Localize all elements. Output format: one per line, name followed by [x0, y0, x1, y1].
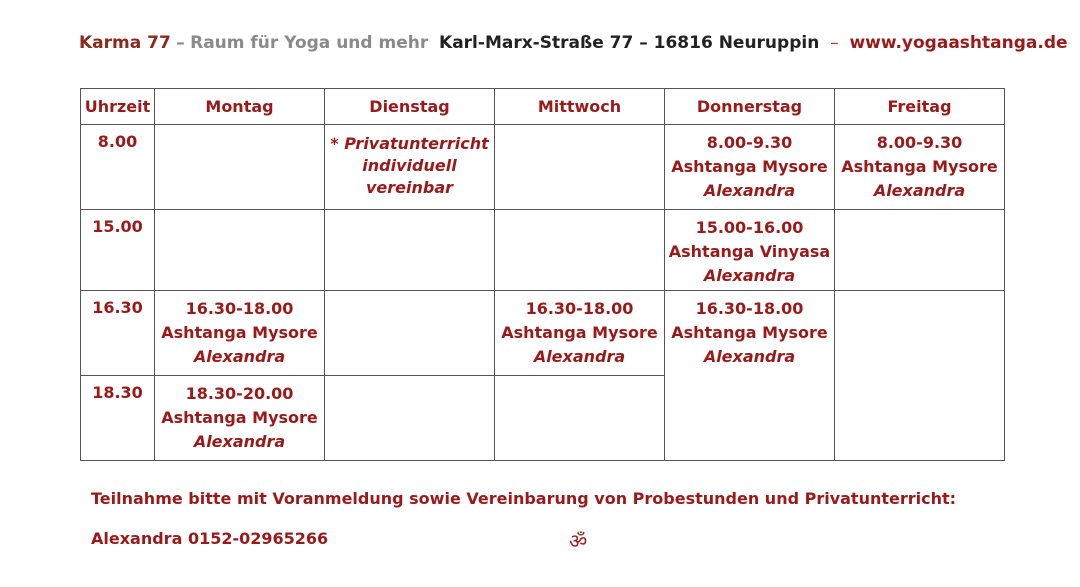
empty-cell: [325, 376, 495, 461]
class-time: 18.30-20.00: [185, 384, 294, 403]
empty-cell: [835, 210, 1005, 291]
time-cell: 15.00: [81, 210, 155, 291]
schedule-table: [80, 88, 1005, 461]
empty-cell: [495, 210, 665, 291]
registration-note: Teilnahme bitte mit Voranmeldung sowie Vereinbarung von Probestunden und Privatunterricht:: [91, 489, 957, 508]
class-teacher: Alexandra: [533, 347, 626, 366]
table-header-row: [81, 89, 1005, 125]
empty-cell: [495, 125, 665, 210]
col-header-thursday: Donnerstag: [665, 89, 835, 125]
website-link[interactable]: www.yogaashtanga.de: [849, 33, 1068, 53]
col-header-friday: Freitag: [835, 89, 1005, 125]
asterisk: *: [330, 134, 339, 153]
class-teacher: Alexandra: [193, 347, 286, 366]
class-cell: [665, 125, 835, 210]
empty-cell: [325, 210, 495, 291]
class-time: 16.30-18.00: [185, 299, 294, 318]
time-cell: 16.30: [81, 291, 155, 376]
class-cell: [835, 125, 1005, 210]
empty-cell: [155, 125, 325, 210]
contact-phone: Alexandra 0152-02965266: [91, 529, 329, 548]
private-line: individuell: [362, 156, 457, 175]
table-row: [81, 210, 1005, 291]
class-name: Ashtanga Mysore: [161, 408, 318, 427]
time-cell: 18.30: [81, 376, 155, 461]
class-cell: [155, 376, 325, 461]
class-cell: [665, 291, 835, 461]
class-teacher: Alexandra: [703, 181, 796, 200]
class-time: 8.00-9.30: [876, 133, 963, 152]
class-name: Ashtanga Mysore: [161, 323, 318, 342]
brand-name: Karma 77: [79, 33, 171, 53]
empty-cell: [325, 291, 495, 376]
class-teacher: Alexandra: [703, 266, 796, 285]
class-name: Ashtanga Mysore: [501, 323, 658, 342]
om-icon: ॐ: [569, 529, 588, 553]
table-row: [81, 291, 1005, 376]
time-cell: 8.00: [81, 125, 155, 210]
class-cell: [665, 210, 835, 291]
tagline: Raum für Yoga und mehr: [190, 33, 429, 53]
header-separator-2: –: [830, 33, 839, 53]
private-title: Privatunterricht: [344, 134, 489, 153]
class-name: Ashtanga Mysore: [671, 157, 828, 176]
class-time: 8.00-9.30: [706, 133, 793, 152]
class-time: 15.00-16.00: [695, 218, 804, 237]
address: Karl-Marx-Straße 77 – 16816 Neuruppin: [439, 33, 820, 53]
header-separator: –: [176, 33, 185, 53]
class-teacher: Alexandra: [703, 347, 796, 366]
page-header: [79, 31, 1068, 55]
class-name: Ashtanga Mysore: [841, 157, 998, 176]
empty-cell: [835, 291, 1005, 461]
empty-cell: [155, 210, 325, 291]
class-name: Ashtanga Mysore: [671, 323, 828, 342]
class-cell: [495, 291, 665, 376]
class-time: 16.30-18.00: [695, 299, 804, 318]
class-time: 16.30-18.00: [525, 299, 634, 318]
class-name: Ashtanga Vinyasa: [668, 242, 831, 261]
class-teacher: Alexandra: [873, 181, 966, 200]
private-line: vereinbar: [365, 178, 454, 197]
empty-cell: [495, 376, 665, 461]
col-header-monday: Montag: [155, 89, 325, 125]
class-teacher: Alexandra: [193, 432, 286, 451]
class-cell: [155, 291, 325, 376]
col-header-time: Uhrzeit: [81, 89, 155, 125]
col-header-tuesday: Dienstag: [325, 89, 495, 125]
table-row: [81, 125, 1005, 210]
col-header-wednesday: Mittwoch: [495, 89, 665, 125]
private-lesson-cell: [325, 125, 495, 210]
